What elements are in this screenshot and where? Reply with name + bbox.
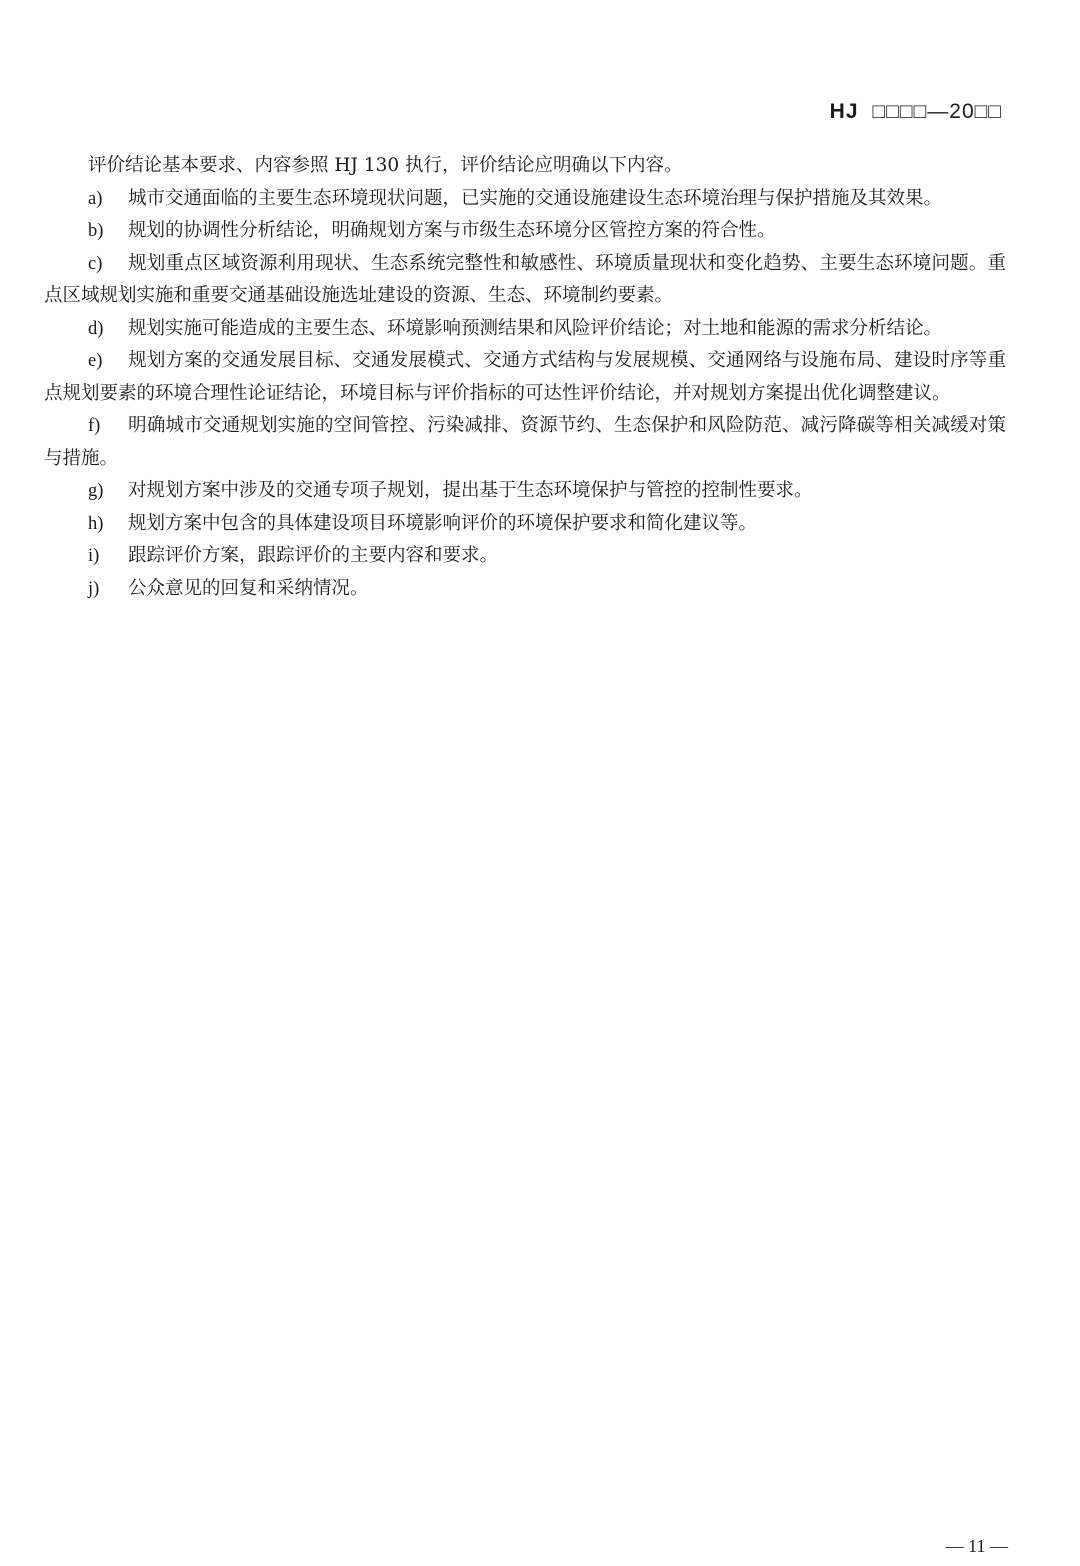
list-marker: h) (88, 513, 104, 534)
list-item-text: 规划实施可能造成的主要生态、环境影响预测结果和风险评价结论；对土地和能源的需求分析结论。 (128, 317, 943, 339)
list-item-text: 规划的协调性分析结论，明确规划方案与市级生态环境分区管控方案的符合性。 (128, 220, 776, 241)
list-item (44, 248, 1006, 313)
list-item-text: 跟踪评价方案，跟踪评价的主要内容和要求。 (128, 545, 499, 566)
list-item-text: 城市交通面临的主要生态环境现状问题，已实施的交通设施建设生态环境治理与保护措施及其效果。 (128, 187, 943, 209)
list-item (44, 573, 1006, 606)
list-item-text: 规划方案中包含的具体建设项目环境影响评价的环境保护要求和简化建议等。 (128, 512, 758, 534)
list-item (44, 183, 1006, 216)
standard-number: □□□□—20□□ (872, 100, 1002, 123)
standard-prefix: HJ (829, 100, 859, 123)
list-item (44, 410, 1006, 475)
list-item-text: 公众意见的回复和采纳情况。 (128, 577, 369, 599)
list-marker: e) (88, 351, 103, 371)
list-marker: j) (88, 578, 100, 599)
list-marker: f) (88, 416, 101, 436)
list-item (44, 540, 1006, 573)
list-item-text: 对规划方案中涉及的交通专项子规划，提出基于生态环境保护与管控的控制性要求。 (128, 480, 813, 501)
standard-code-header (830, 100, 1002, 124)
intro-paragraph: 评价结论基本要求、内容参照 HJ 130 执行，评价结论应明确以下内容。 (88, 155, 683, 176)
list-item-text: 规划重点区域资源利用现状、生态系统完整性和敏感性、环境质量现状和变化趋势、主要生态环境问题。重点区域规划实施和重要交通基础设施选址建设的资源、生态、环境制约要素。 (44, 252, 1006, 306)
list-marker: b) (88, 221, 104, 241)
list-item (44, 215, 1006, 248)
list-marker: c) (88, 253, 103, 274)
list-marker: d) (88, 318, 104, 339)
document-body (44, 150, 1006, 605)
list-item (44, 313, 1006, 346)
list-marker: a) (88, 188, 103, 209)
list-item-text: 规划方案的交通发展目标、交通发展模式、交通方式结构与发展规模、交通网络与设施布局、建设时序等重点规划要素的环境合理性论证结论，环境目标与评价指标的可达性评价结论，并对规划方案提出优化调整建议。 (44, 350, 1006, 404)
list-marker: i) (88, 546, 100, 566)
list-item-text: 明确城市交通规划实施的空间管控、污染减排、资源节约、生态保护和风险防范、减污降碳等相关减缓对策与措施。 (44, 415, 1006, 469)
page-number: — 11 — (945, 1536, 1008, 1556)
list-marker: g) (88, 481, 104, 501)
list-item (44, 345, 1006, 410)
list-item (44, 508, 1006, 541)
list-item (44, 475, 1006, 508)
